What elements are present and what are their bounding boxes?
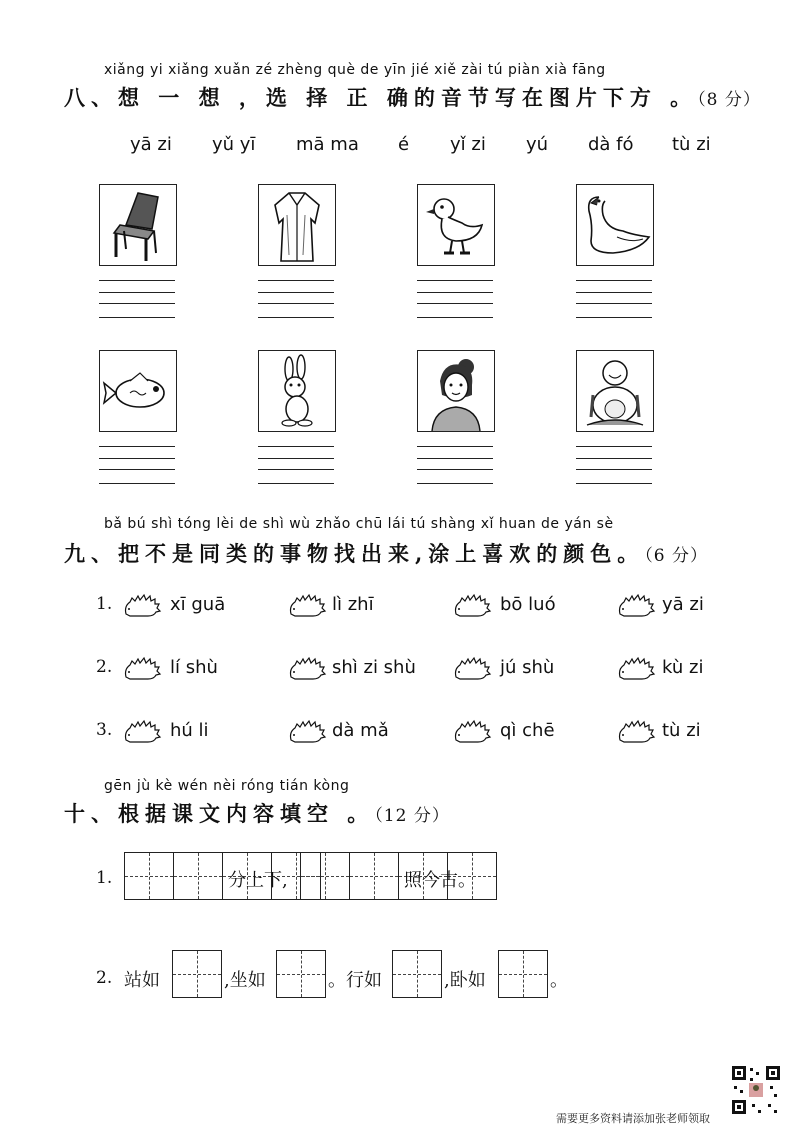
hedgehog-icon[interactable] [122,718,162,744]
duck-icon [417,184,495,266]
word-item: xī guā [170,594,226,615]
hedgehog-icon[interactable] [287,655,327,681]
word-item: tù zi [662,720,701,741]
option-yu-yi: yǔ yī [212,134,256,155]
writing-grid-1[interactable] [276,950,326,998]
word-item: lí shù [170,657,218,678]
fish-icon [99,350,177,432]
row-number: 3. [96,720,113,740]
section8-title [64,82,761,112]
section9-pinyin: bǎ bú shì tóng lèi de shì wù zhǎo chū lái tú shàng xǐ huan de yán sè [104,516,614,532]
row-number: 1. [96,594,113,614]
buddha-icon [576,350,654,432]
section8-title-text: 八、想 一 想 ，选 择 正 确的音节写在图片下方 。 [64,85,698,110]
answer-lines-5[interactable] [99,446,175,484]
answer-lines-1[interactable] [99,280,175,318]
writing-grid-1[interactable] [498,950,548,998]
section10-title [64,798,450,828]
q2-text-3: 。行如 [328,970,382,991]
answer-lines-6[interactable] [258,446,334,484]
hedgehog-icon[interactable] [616,592,656,618]
footer-text: 需要更多资料请添加张老师领取 [556,1112,710,1125]
writing-grid-1[interactable] [392,950,442,998]
section9-title [64,538,708,568]
writing-grid-4[interactable] [124,852,321,900]
section8-points: （8 分） [697,90,761,110]
option-e: é [398,134,410,155]
word-item: qì chē [500,720,555,741]
word-item: kù zi [662,657,704,678]
q2-text-4: ,卧如 [444,970,486,991]
hedgehog-icon[interactable] [616,718,656,744]
option-ya-zi: yā zi [130,134,172,155]
section9-title-text: 九、把不是同类的事物找出来,涂上喜欢的颜色。 [64,541,645,566]
option-tu-zi: tù zi [672,134,711,155]
qr-code-icon [730,1064,782,1116]
q2-text-5: 。 [550,970,568,991]
hedgehog-icon[interactable] [287,592,327,618]
q1-end-text: 照今古。 [404,870,476,891]
raincoat-icon [258,184,336,266]
word-item: lì zhī [332,594,374,615]
goose-icon [576,184,654,266]
hedgehog-icon[interactable] [122,592,162,618]
q1-middle-text: 分上下, [228,870,288,891]
q2-text-2: ,坐如 [224,970,266,991]
option-ma-ma: mā ma [296,134,359,155]
word-item: jú shù [500,657,555,678]
section8-pinyin: xiǎng yi xiǎng xuǎn zé zhèng què de yīn jié xiě zài tú piàn xià fāng [104,62,606,78]
option-yu: yú [526,134,549,155]
word-item: shì zi shù [332,657,416,678]
hedgehog-icon[interactable] [122,655,162,681]
option-da-fo: dà fó [588,134,634,155]
section9-points: （6 分） [644,546,709,566]
hedgehog-icon[interactable] [452,655,492,681]
q2-text-1: 站如 [124,970,160,991]
hedgehog-icon[interactable] [452,592,492,618]
writing-grid-1[interactable] [172,950,222,998]
word-item: yā zi [662,594,704,615]
q1-number: 1. [96,868,113,888]
hedgehog-icon[interactable] [287,718,327,744]
hedgehog-icon[interactable] [452,718,492,744]
answer-lines-7[interactable] [417,446,493,484]
answer-lines-3[interactable] [417,280,493,318]
option-yi-zi: yǐ zi [450,134,486,155]
answer-lines-4[interactable] [576,280,652,318]
section10-points: （12 分） [374,806,450,826]
mother-icon [417,350,495,432]
rabbit-icon [258,350,336,432]
answer-lines-8[interactable] [576,446,652,484]
q2-number: 2. [96,968,113,988]
hedgehog-icon[interactable] [616,655,656,681]
chair-icon [99,184,177,266]
section10-pinyin: gēn jù kè wén nèi róng tián kòng [104,778,350,794]
word-item: hú li [170,720,209,741]
section10-title-text: 十、根据课文内容填空 。 [64,801,375,826]
word-item: dà mǎ [332,720,389,741]
row-number: 2. [96,657,113,677]
word-item: bō luó [500,594,556,615]
answer-lines-2[interactable] [258,280,334,318]
